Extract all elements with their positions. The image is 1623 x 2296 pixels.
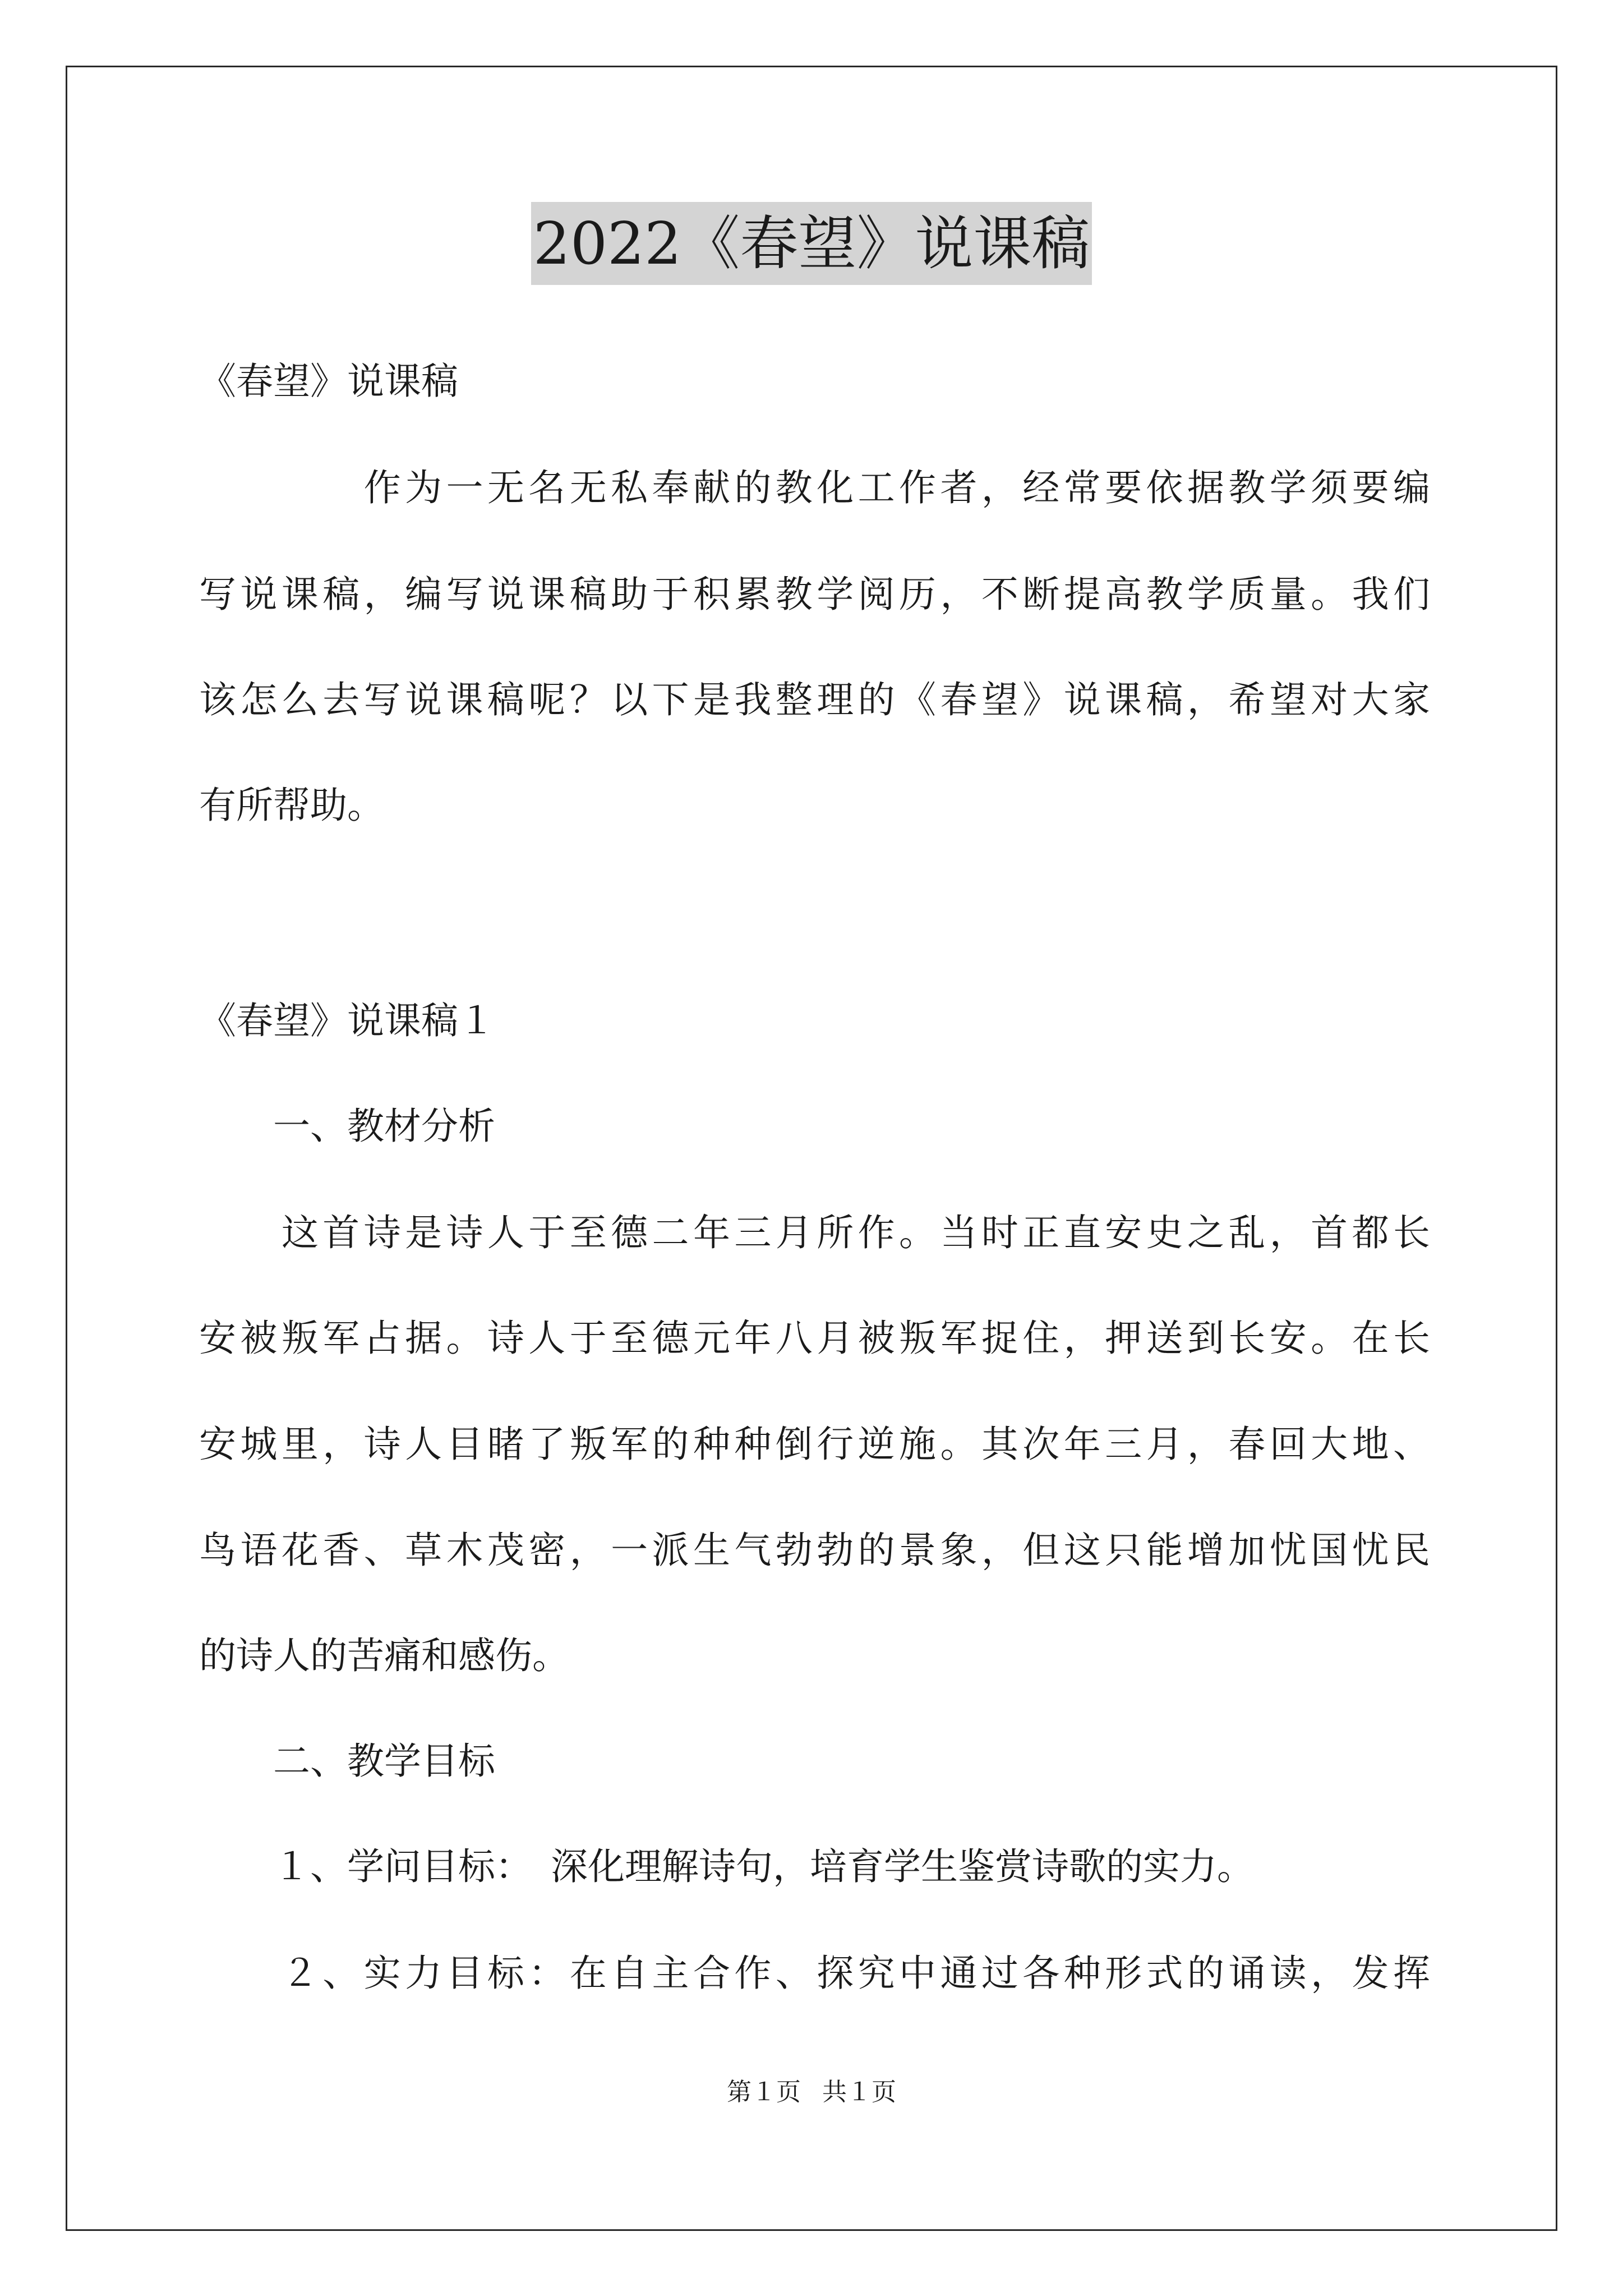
paragraph-line: 作为一无名无私奉献的教化工作者，经常要依据教学须要编 — [199, 466, 1430, 509]
paragraph-line: 这首诗是诗人于至德二年三月所作。当时正直安史之乱，首都长 — [199, 1211, 1430, 1254]
paragraph-line: 该怎么去写说课稿呢？以下是我整理的《春望》说课稿，希望对大家 — [199, 678, 1430, 721]
page-total: 共１页 — [822, 2078, 896, 2106]
paragraph-line: 安被叛军占据。诗人于至德元年八月被叛军捉住，押送到长安。在长 — [199, 1317, 1430, 1360]
title-container — [0, 202, 1623, 285]
paragraph-line: 有所帮助。 — [199, 784, 384, 827]
paragraph-line: 写说课稿，编写说课稿助于积累教学阅历，不断提高教学质量。我们 — [199, 573, 1430, 616]
subtitle: 《春望》说课稿 — [199, 360, 458, 403]
paragraph-line: 的诗人的苦痛和感伤。 — [199, 1634, 569, 1677]
page-footer — [0, 2076, 1623, 2109]
page-number: 第１页 — [727, 2078, 801, 2106]
subsection-heading: 一、教材分析 — [199, 1105, 495, 1148]
subsection-heading: 二、教学目标 — [199, 1740, 495, 1783]
paragraph-line: ２、实力目标：在自主合作、探究中通过各种形式的诵读，发挥 — [199, 1952, 1430, 1995]
paragraph-line: １、学问目标： 深化理解诗句，培育学生鉴赏诗歌的实力。 — [199, 1845, 1254, 1888]
paragraph-line: 鸟语花香、草木茂密，一派生气勃勃的景象，但这只能增加忧国忧民 — [199, 1529, 1430, 1572]
document-title: 2022《春望》说课稿 — [531, 202, 1092, 285]
paragraph-line: 安城里，诗人目睹了叛军的种种倒行逆施。其次年三月，春回大地、 — [199, 1423, 1430, 1466]
section-heading: 《春望》说课稿１ — [199, 999, 495, 1042]
